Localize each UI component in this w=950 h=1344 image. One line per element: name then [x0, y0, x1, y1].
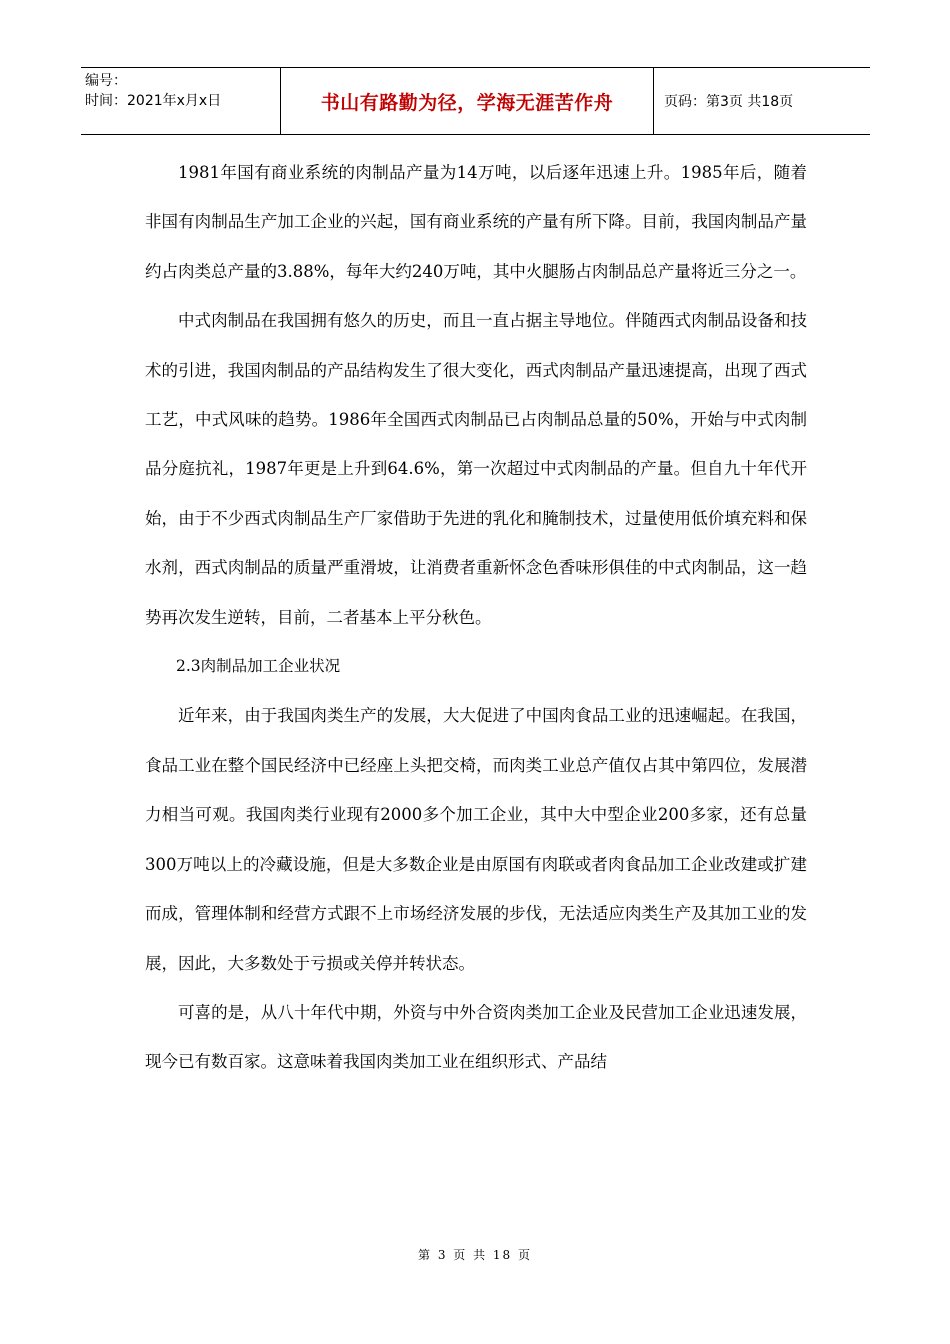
header-meta-cell [81, 68, 281, 134]
paragraph: 中式肉制品在我国拥有悠久的历史，而且一直占据主导地位。伴随西式肉制品设备和技术的引进，我国肉制品的产品结构发生了很大变化，西式肉制品产量迅速提高，出现了西式工艺，中式风味的趋势。1986年全国西式肉制品已占肉制品总量的50%，开始与中式肉制品分庭抗礼，1987年更是上升到64.6%，第一次超过中式肉制品的产量。但自九十年代开始，由于不少西式肉制品生产厂家借助于先进的乳化和腌制技术，过量使用低价填充料和保水剂，西式肉制品的质量严重滑坡，让消费者重新怀念色香味形俱佳的中式肉制品，这一趋势再次发生逆转，目前，二者基本上平分秋色。 [145, 311, 807, 627]
paragraph: 1981年国有商业系统的肉制品产量为14万吨，以后逐年迅速上升。1985年后，随着非国有肉制品生产加工企业的兴起，国有商业系统的产量有所下降。目前，我国肉制品产量约占肉类总产量的3.88%，每年大约240万吨，其中火腿肠占肉制品总产量将近三分之一。 [145, 163, 807, 281]
footer-page-number: 第 3 页 共 18 页 [418, 1248, 532, 1262]
paragraph: 近年来，由于我国肉类生产的发展，大大促进了中国肉食品工业的迅速崛起。在我国，食品工业在整个国民经济中已经座上头把交椅，而肉类工业总产值仅占其中第四位，发展潜力相当可观。我国肉类行业现有2000多个加工企业，其中大中型企业200多家，还有总量300万吨以上的冷藏设施，但是大多数企业是由原国有肉联或者肉食品加工企业改建或扩建而成，管理体制和经营方式跟不上市场经济发展的步伐，无法适应肉类生产及其加工业的发展，因此，大多数处于亏损或关停并转状态。 [145, 706, 807, 973]
header-motto-cell [281, 68, 654, 134]
code-label: 编号： [85, 73, 127, 89]
page-footer [0, 1246, 950, 1263]
document-body [145, 148, 807, 1087]
document-header [81, 67, 870, 135]
section-heading: 2.3肉制品加工企业状况 [176, 657, 341, 676]
date-label: 时间：2021年x月x日 [85, 93, 222, 109]
motto-text: 书山有路勤为径，学海无涯苦作舟 [320, 91, 614, 114]
page-info: 页码：第3页 共18页 [664, 94, 794, 110]
header-page-cell [654, 68, 870, 134]
paragraph: 可喜的是，从八十年代中期，外资与中外合资肉类加工企业及民营加工企业迅速发展，现今已有数百家。这意味着我国肉类加工业在组织形式、产品结 [145, 1002, 807, 1072]
